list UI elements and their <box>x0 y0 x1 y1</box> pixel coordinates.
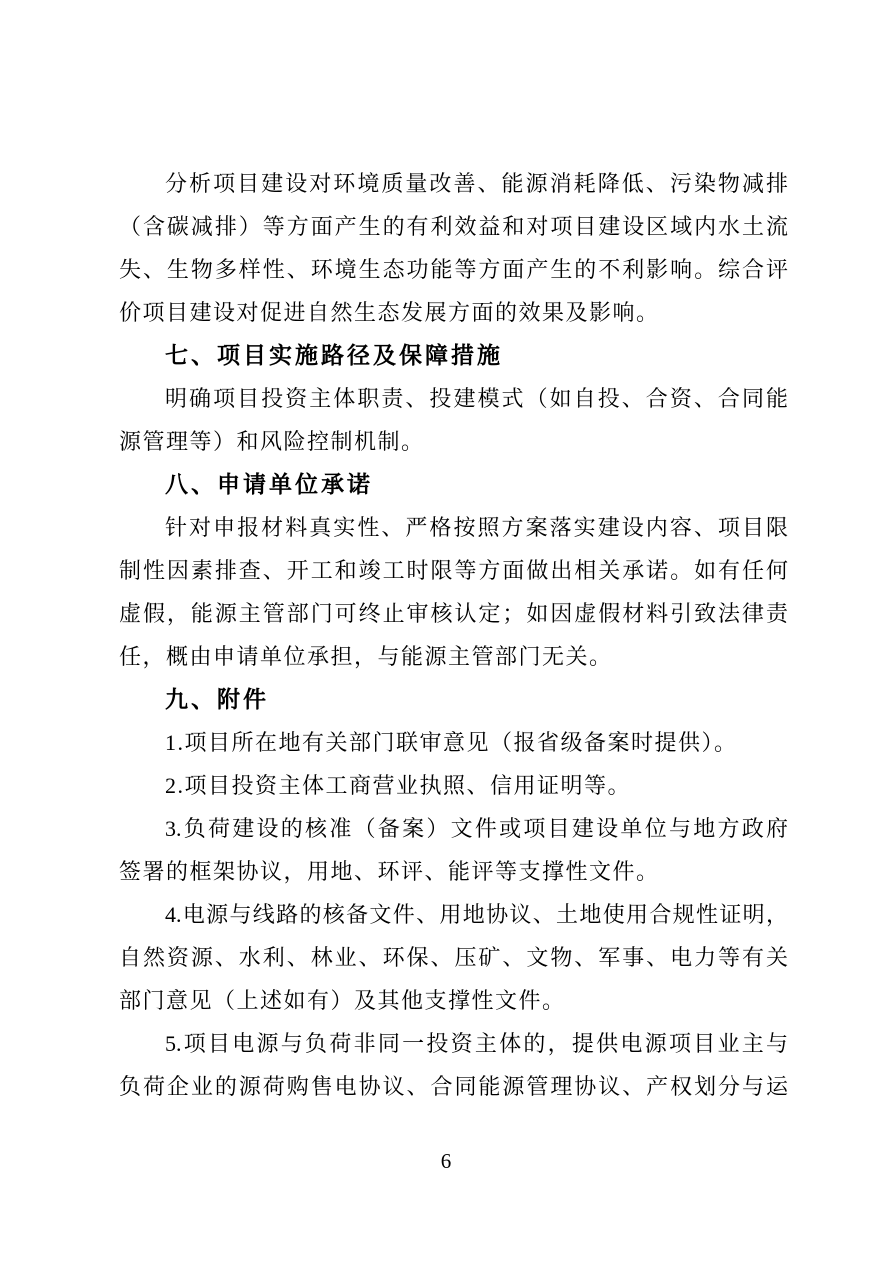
section-heading: 七、项目实施路径及保障措施 <box>165 342 503 368</box>
body-text-line: 任，概由申请单位承担，与能源主管部门无关。 <box>119 644 613 669</box>
body-text-line: 分析项目建设对环境质量改善、能源消耗降低、污染物减排 <box>165 171 788 196</box>
body-text-line: 明确项目投资主体职责、投建模式（如自投、合资、合同能 <box>165 386 788 411</box>
section-heading: 九、附件 <box>165 686 269 712</box>
body-text-line: 签署的框架协议，用地、环评、能评等支撑性文件。 <box>119 859 660 884</box>
body-text-line: 源管理等）和风险控制机制。 <box>119 429 425 454</box>
body-text-line: 虚假，能源主管部门可终止审核认定；如因虚假材料引致法律责 <box>119 601 788 626</box>
body-text-line: 1.项目所在地有关部门联审意见（报省级备案时提供）。 <box>165 730 738 755</box>
body-text-line: 3.负荷建设的核准（备案）文件或项目建设单位与地方政府 <box>165 816 788 841</box>
body-text-line: 部门意见（上述如有）及其他支撑性文件。 <box>119 988 566 1013</box>
body-text-line: 2.项目投资主体工商营业执照、信用证明等。 <box>165 773 632 798</box>
body-text-line: 4.电源与线路的核备文件、用地协议、土地使用合规性证明， <box>165 902 788 927</box>
body-text-line: 负荷企业的源荷购售电协议、合同能源管理协议、产权划分与运 <box>119 1074 788 1099</box>
page-number: 6 <box>440 1149 452 1173</box>
body-text-line: 失、生物多样性、环境生态功能等方面产生的不利影响。综合评 <box>119 257 788 282</box>
section-heading: 八、申请单位承诺 <box>165 471 373 497</box>
body-text-line: （含碳减排）等方面产生的有利效益和对项目建设区域内水土流 <box>119 214 788 239</box>
body-text-line: 5.项目电源与负荷非同一投资主体的，提供电源项目业主与 <box>165 1031 788 1056</box>
body-text-line: 制性因素排查、开工和竣工时限等方面做出相关承诺。如有任何 <box>119 558 788 583</box>
document-body <box>119 162 788 1108</box>
body-text-line: 针对申报材料真实性、严格按照方案落实建设内容、项目限 <box>165 515 788 540</box>
body-text-line: 价项目建设对促进自然生态发展方面的效果及影响。 <box>119 300 660 325</box>
body-text-line: 自然资源、水利、林业、环保、压矿、文物、军事、电力等有关 <box>119 945 788 970</box>
